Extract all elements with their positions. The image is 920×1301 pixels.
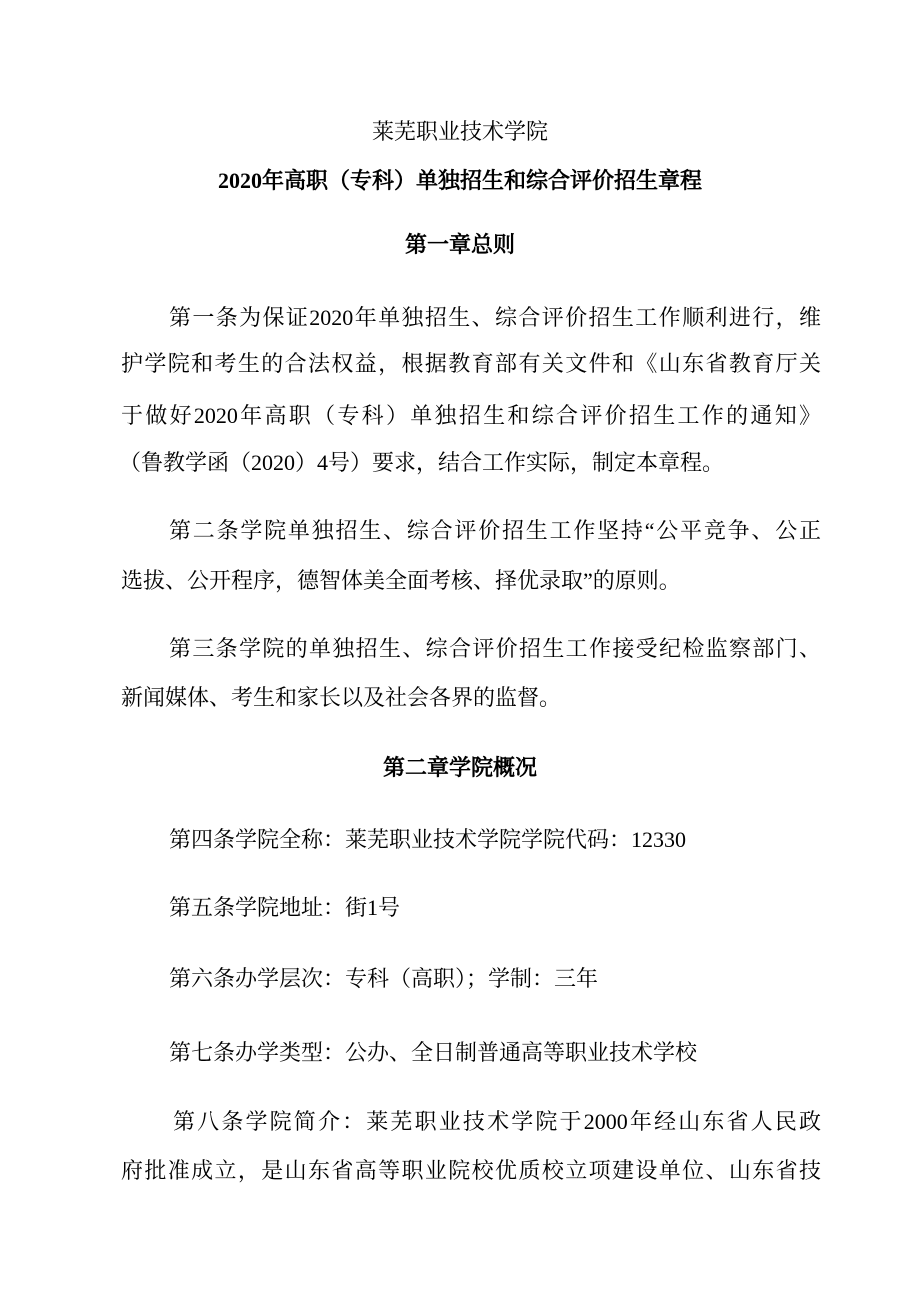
school-name-title: 莱芜职业技术学院 (371, 119, 548, 144)
article-4: 第四条学院全称：莱芜职业技术学院学院代码：12330 (169, 827, 687, 852)
article-5: 第五条学院地址：街1号 (169, 895, 401, 920)
paragraph-line: 府批准成立，是山东省高等职业院校优质校立项建设单位、山东省技 (121, 1158, 821, 1183)
article-7: 第七条办学类型：公办、全日制普通高等职业技术学校 (169, 1040, 698, 1065)
paragraph-line: 第二条学院单独招生、综合评价招生工作坚持“公平竞争、公正 (169, 518, 821, 543)
paragraph-line: 新闻媒体、考生和家长以及社会各界的监督。 (121, 685, 562, 710)
paragraph-line: 选拔、公开程序，德智体美全面考核、择优录取”的原则。 (121, 568, 681, 593)
charter-title: 2020年高职（专科）单独招生和综合评价招生章程 (217, 168, 702, 193)
chapter2-heading: 第二章学院概况 (382, 756, 537, 781)
paragraph-line: 于做好2020年高职（专科）单独招生和综合评价招生工作的通知》 (121, 403, 821, 428)
paragraph-line: 护学院和考生的合法权益，根据教育部有关文件和《山东省教育厅关 (121, 351, 821, 376)
chapter1-heading: 第一章总则 (404, 233, 515, 258)
paragraph-line: 第三条学院的单独招生、综合评价招生工作接受纪检监察部门、 (169, 636, 821, 661)
article-6: 第六条办学层次：专科（高职）；学制：三年 (169, 966, 599, 991)
paragraph-line: 第一条为保证2020年单独招生、综合评价招生工作顺利进行，维 (169, 305, 821, 330)
paragraph-line: （鲁教学函（2020）4号）要求，结合工作实际，制定本章程。 (119, 450, 725, 475)
paragraph-line: 第八条学院简介：莱芜职业技术学院于2000年经山东省人民政 (173, 1109, 821, 1134)
